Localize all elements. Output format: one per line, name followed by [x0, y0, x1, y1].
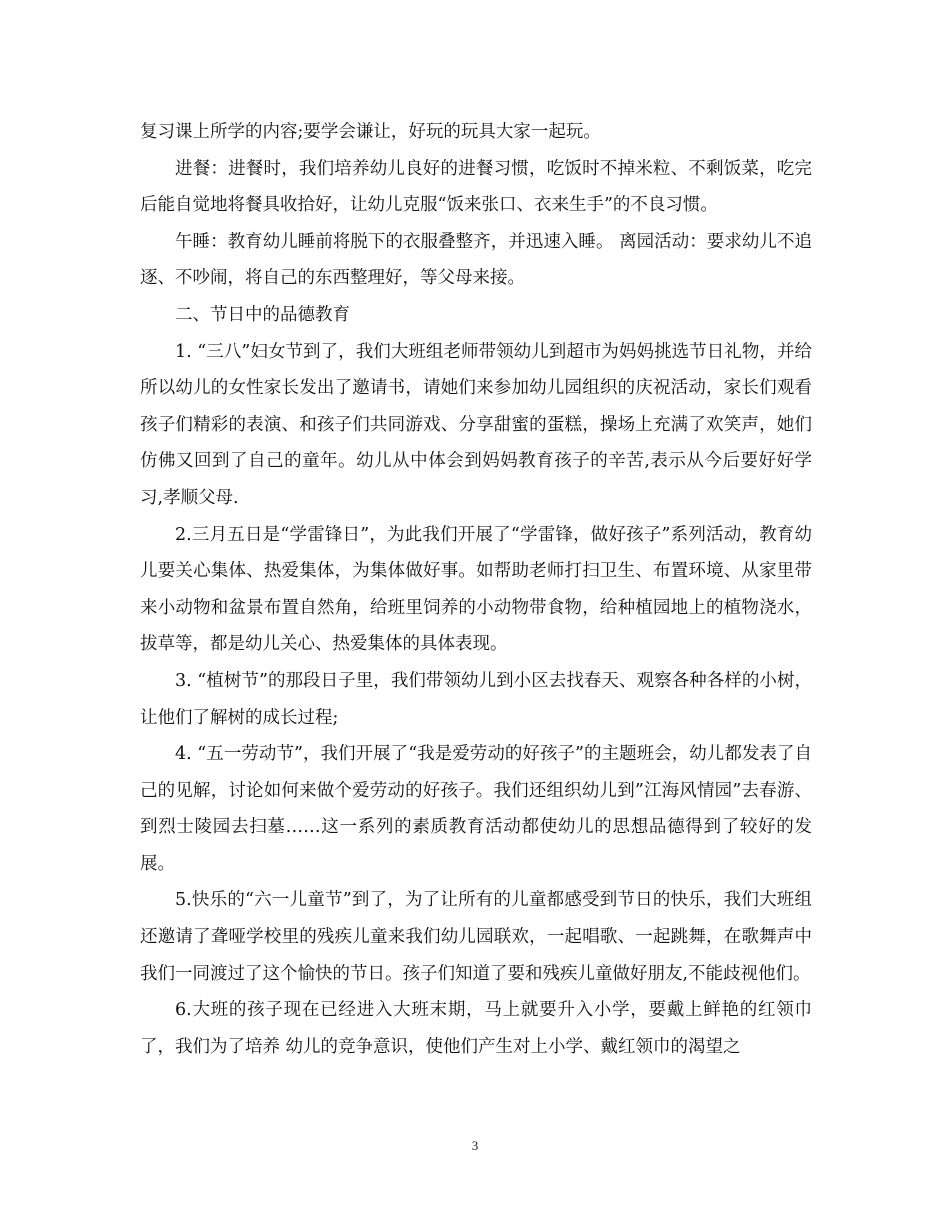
paragraph: 4. “五一劳动节”，我们开展了“我是爱劳动的好孩子”的主题班会，幼儿都发表了自己的见解，讨论如何来做个爱劳动的好孩子。我们还组织幼儿到”江海风情园”去春游、到烈士陵园去扫墓……这一系列的素质教育活动都使幼儿的思想品德得到了较好的发展。 [140, 744, 812, 874]
paragraph: 5.快乐的“六一儿童节”到了，为了让所有的儿童都感受到节日的快乐，我们大班组还邀请了聋哑学校里的残疾儿童来我们幼儿园联欢，一起唱歌、一起跳舞，在歌舞声中我们一同渡过了这个愉快的节日。孩子们知道了要和残疾儿童做好朋友,不能歧视他们。 [140, 890, 812, 984]
paragraph: 复习课上所学的内容;要学会谦让，好玩的玩具大家一起玩。 [140, 122, 601, 142]
paragraph: 3. “植树节”的那段日子里，我们带领幼儿到小区去找春天、观察各种各样的小树，让他们了解树的成长过程; [140, 670, 812, 728]
paragraph: 进餐：进餐时，我们培养幼儿良好的进餐习惯，吃饭时不掉米粒、不剩饭菜，吃完后能自觉地将餐具收拾好，让幼儿克服“饭来张口、衣来生手”的不良习惯。 [140, 158, 812, 216]
paragraph: 2.三月五日是“学雷锋日”，为此我们开展了“学雷锋，做好孩子”系列活动，教育幼儿要关心集体、热爱集体，为集体做好事。如帮助老师打扫卫生、布置环境、从家里带来小动物和盆景布置自然角，给班里饲养的小动物带食物，给种植园地上的植物浇水，拔草等，都是幼儿关心、热爱集体的具体表现。 [140, 524, 812, 655]
document-body [140, 114, 812, 1065]
paragraph: 1. “三八”妇女节到了，我们大班组老师带领幼儿到超市为妈妈挑选节日礼物，并给所以幼儿的女性家长发出了邀请书，请她们来参加幼儿园组织的庆祝活动，家长们观看孩子们精彩的表演、和孩子们共同游戏、分享甜蜜的蛋糕，操场上充满了欢笑声，她们仿佛又回到了自己的童年。幼儿从中体会到妈妈教育孩子的辛苦,表示从今后要好好学习,孝顺父母. [140, 341, 812, 508]
page-number: 3 [471, 1138, 479, 1153]
paragraph: 午睡：教育幼儿睡前将脱下的衣服叠整齐，并迅速入睡。 离园活动：要求幼儿不追逐、不吵闹，将自己的东西整理好，等父母来接。 [140, 231, 812, 289]
paragraph: 6.大班的孩子现在已经进入大班末期，马上就要升入小学，要戴上鲜艳的红领巾了，我们为了培养 幼儿的竞争意识，使他们产生对上小学、戴红领巾的渴望之 [140, 1000, 812, 1057]
section-heading: 二、节日中的品德教育 [175, 304, 350, 325]
